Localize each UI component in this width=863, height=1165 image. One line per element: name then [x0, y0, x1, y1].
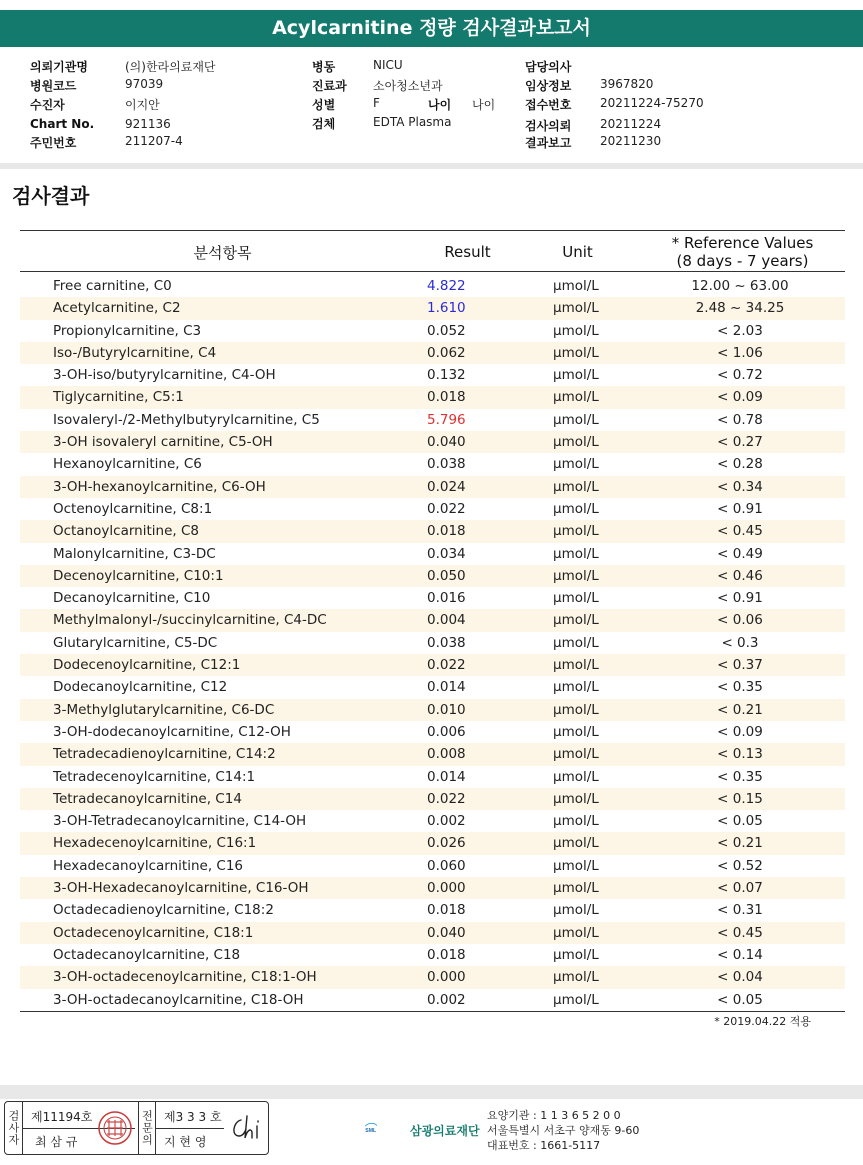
reference-value: < 0.46	[717, 567, 763, 584]
unit-value: μmol/L	[553, 813, 599, 830]
table-row	[20, 520, 845, 542]
results-table	[20, 230, 845, 1012]
reference-value: < 0.91	[717, 590, 763, 607]
svg-text:SML: SML	[365, 1127, 377, 1134]
inspector-name: 최 삼 규	[35, 1135, 78, 1149]
unit-value: μmol/L	[553, 835, 599, 852]
info-value: 나이	[472, 98, 496, 112]
result-value: 5.796	[427, 411, 466, 428]
table-row	[20, 275, 845, 297]
unit-value: μmol/L	[553, 434, 599, 451]
result-value: 0.018	[427, 389, 466, 406]
unit-value: μmol/L	[553, 880, 599, 897]
analyte-name: Decanoylcarnitine, C10	[53, 590, 211, 607]
unit-value: μmol/L	[553, 545, 599, 562]
unit-value: μmol/L	[553, 367, 599, 384]
header-reference-line1: * Reference Values	[671, 234, 814, 252]
reference-value: < 0.45	[717, 924, 763, 941]
info-label: 검체	[312, 117, 336, 131]
result-value: 4.822	[427, 278, 466, 294]
table-row	[20, 766, 845, 788]
info-value: 20211224-75270	[600, 96, 704, 110]
result-value: 0.060	[427, 857, 466, 874]
analyte-name: 3-OH-hexanoylcarnitine, C6-OH	[53, 478, 266, 495]
analyte-name: Iso-/Butyrylcarnitine, C4	[53, 344, 217, 361]
care-number: 요양기관 : 1 1 3 6 5 2 0 0	[487, 1109, 621, 1122]
analyte-name: Octadecadienoylcarnitine, C18:2	[53, 902, 274, 919]
info-label: 의뢰기관명	[30, 60, 88, 74]
table-row	[20, 944, 845, 966]
sig-divider	[156, 1128, 224, 1129]
table-row	[20, 498, 845, 520]
unit-value: μmol/L	[553, 701, 599, 718]
result-value: 0.010	[427, 701, 466, 718]
result-value: 0.038	[427, 634, 466, 651]
header-unit: Unit	[562, 243, 593, 261]
table-row	[20, 899, 845, 921]
analyte-name: Hexanoylcarnitine, C6	[53, 456, 202, 473]
result-value: 0.052	[427, 322, 466, 339]
header-result: Result	[444, 243, 491, 261]
result-value: 0.008	[427, 746, 466, 763]
table-row	[20, 855, 845, 877]
table-row	[20, 654, 845, 676]
analyte-name: Glutarylcarnitine, C5-DC	[53, 634, 218, 651]
reference-value: < 0.09	[717, 389, 763, 406]
info-value: EDTA Plasma	[373, 115, 452, 129]
analyte-name: 3-OH-Tetradecanoylcarnitine, C14-OH	[53, 813, 307, 830]
table-row	[20, 386, 845, 408]
analyte-name: Tetradecanoylcarnitine, C14	[53, 790, 242, 807]
result-value: 0.026	[427, 835, 466, 852]
table-row	[20, 476, 845, 498]
unit-value: μmol/L	[553, 456, 599, 473]
header-reference-line2: (8 days - 7 years)	[676, 252, 809, 270]
unit-value: μmol/L	[553, 768, 599, 785]
reference-value: < 0.31	[717, 902, 763, 919]
reference-value: < 2.03	[717, 322, 763, 339]
unit-value: μmol/L	[553, 567, 599, 584]
analyte-name: Octadecenoylcarnitine, C18:1	[53, 924, 254, 941]
reference-value: < 0.49	[717, 545, 763, 562]
table-row	[20, 832, 845, 854]
analyte-name: Tetradecenoylcarnitine, C14:1	[53, 768, 256, 785]
unit-value: μmol/L	[553, 523, 599, 540]
result-value: 1.610	[427, 300, 466, 317]
unit-value: μmol/L	[553, 634, 599, 651]
result-value: 0.002	[427, 813, 466, 830]
info-value: 20211224	[600, 117, 662, 131]
unit-value: μmol/L	[553, 857, 599, 874]
seal-icon	[97, 1110, 133, 1146]
info-label: 나이	[428, 98, 452, 112]
analyte-name: Octadecanoylcarnitine, C18	[53, 946, 241, 963]
reference-value: < 0.34	[717, 478, 763, 495]
info-value: 211207-4	[125, 134, 183, 148]
organization-name: 삼광의료재단	[410, 1124, 480, 1138]
specialist-label-text: 전문의	[140, 1110, 154, 1146]
analyte-name: 3-OH-Hexadecanoylcarnitine, C16-OH	[53, 880, 309, 897]
header-divider	[0, 163, 863, 169]
analyte-name: 3-Methylglutarylcarnitine, C6-DC	[53, 701, 275, 718]
reference-value: < 0.35	[717, 679, 763, 696]
table-row	[20, 721, 845, 743]
analyte-name: Propionylcarnitine, C3	[53, 322, 202, 339]
reference-value: < 0.14	[717, 946, 763, 963]
result-value: 0.002	[427, 991, 466, 1008]
analyte-name: 3-OH-iso/butyrylcarnitine, C4-OH	[53, 367, 276, 384]
unit-value: μmol/L	[553, 344, 599, 361]
table-row	[20, 320, 845, 342]
table-row	[20, 922, 845, 944]
analyte-name: Acetylcarnitine, C2	[53, 300, 181, 317]
reference-value: 12.00 ~ 63.00	[691, 278, 789, 294]
table-row	[20, 409, 845, 431]
table-row	[20, 676, 845, 698]
result-value: 0.014	[427, 768, 466, 785]
inspector-no: 제11194호	[31, 1110, 93, 1124]
sml-logo-icon	[364, 1108, 410, 1148]
info-value: 20211230	[600, 134, 662, 148]
info-value: 이지안	[125, 98, 160, 112]
unit-value: μmol/L	[553, 278, 599, 294]
inspector-label	[5, 1102, 23, 1154]
footnote: * 2019.04.22 적용	[714, 1015, 811, 1028]
unit-value: μmol/L	[553, 657, 599, 674]
analyte-name: 3-OH-octadecenoylcarnitine, C18:1-OH	[53, 969, 317, 986]
info-label: 성별	[312, 98, 336, 112]
info-label: Chart No.	[30, 117, 95, 131]
table-row	[20, 453, 845, 475]
analyte-name: Hexadecenoylcarnitine, C16:1	[53, 835, 257, 852]
result-value: 0.038	[427, 456, 466, 473]
reference-value: 2.48 ~ 34.25	[695, 300, 785, 317]
table-row	[20, 810, 845, 832]
specialist-no: 제3 3 3 호	[164, 1110, 222, 1124]
reference-value: < 0.05	[717, 813, 763, 830]
reference-value: < 0.04	[717, 969, 763, 986]
result-value: 0.018	[427, 523, 466, 540]
reference-value: < 0.05	[717, 991, 763, 1008]
unit-value: μmol/L	[553, 991, 599, 1008]
info-label: 수진자	[30, 98, 65, 112]
unit-value: μmol/L	[553, 300, 599, 317]
analyte-name: Decenoylcarnitine, C10:1	[53, 567, 224, 584]
reference-value: < 0.91	[717, 500, 763, 517]
table-row	[20, 632, 845, 654]
analyte-name: Malonylcarnitine, C3-DC	[53, 545, 216, 562]
result-value: 0.018	[427, 902, 466, 919]
reference-value: < 0.06	[717, 612, 763, 629]
result-value: 0.022	[427, 500, 466, 517]
reference-value: < 0.45	[717, 523, 763, 540]
reference-value: < 0.78	[717, 411, 763, 428]
analyte-name: Octanoylcarnitine, C8	[53, 523, 199, 540]
table-row	[20, 565, 845, 587]
unit-value: μmol/L	[553, 723, 599, 740]
header-reference	[640, 231, 845, 273]
reference-value: < 0.35	[717, 768, 763, 785]
info-value: (의)한라의료재단	[125, 60, 216, 74]
analyte-name: Isovaleryl-/2-Methylbutyrylcarnitine, C5	[53, 411, 320, 428]
result-value: 0.050	[427, 567, 466, 584]
result-value: 0.062	[427, 344, 466, 361]
table-row	[20, 989, 845, 1011]
unit-value: μmol/L	[553, 500, 599, 517]
phone: 대표번호 : 1661-5117	[487, 1139, 601, 1152]
analyte-name: Tiglycarnitine, C5:1	[53, 389, 184, 406]
result-value: 0.022	[427, 657, 466, 674]
info-value: 소아청소년과	[373, 79, 443, 93]
organization-info	[487, 1108, 639, 1153]
analyte-name: Dodecanoylcarnitine, C12	[53, 679, 228, 696]
reference-value: < 0.52	[717, 857, 763, 874]
result-value: 0.040	[427, 924, 466, 941]
analyte-name: 3-OH-octadecanoylcarnitine, C18-OH	[53, 991, 304, 1008]
result-value: 0.000	[427, 880, 466, 897]
table-row	[20, 699, 845, 721]
info-label: 담당의사	[525, 60, 572, 74]
result-value: 0.034	[427, 545, 466, 562]
info-value: 3967820	[600, 77, 654, 91]
reference-value: < 0.27	[717, 434, 763, 451]
result-value: 0.016	[427, 590, 466, 607]
table-header	[20, 230, 845, 272]
unit-value: μmol/L	[553, 612, 599, 629]
table-row	[20, 297, 845, 319]
analyte-name: 3-OH-dodecanoylcarnitine, C12-OH	[53, 723, 291, 740]
unit-value: μmol/L	[553, 411, 599, 428]
reference-value: < 0.37	[717, 657, 763, 674]
specialist-name: 지 현 영	[164, 1135, 207, 1149]
result-value: 0.132	[427, 367, 466, 384]
info-label: 접수번호	[525, 98, 572, 112]
table-row	[20, 364, 845, 386]
table-row	[20, 342, 845, 364]
address: 서울특별시 서초구 양재동 9-60	[487, 1124, 640, 1137]
unit-value: μmol/L	[553, 969, 599, 986]
info-value: 921136	[125, 117, 171, 131]
info-label: 병원코드	[30, 79, 77, 93]
info-label: 진료과	[312, 79, 347, 93]
result-value: 0.022	[427, 790, 466, 807]
info-label: 병동	[312, 60, 336, 74]
analyte-name: Octenoylcarnitine, C8:1	[53, 500, 213, 517]
result-value: 0.000	[427, 969, 466, 986]
reference-value: < 0.3	[721, 634, 759, 651]
reference-value: < 0.21	[717, 701, 763, 718]
analyte-name: Dodecenoylcarnitine, C12:1	[53, 657, 241, 674]
result-value: 0.018	[427, 946, 466, 963]
unit-value: μmol/L	[553, 322, 599, 339]
header-name: 분석항목	[193, 243, 252, 262]
unit-value: μmol/L	[553, 746, 599, 763]
reference-value: < 0.13	[717, 746, 763, 763]
table-row	[20, 743, 845, 765]
reference-value: < 1.06	[717, 344, 763, 361]
inspector-label-text: 검사자	[7, 1110, 20, 1146]
info-value: 97039	[125, 77, 164, 91]
table-row	[20, 877, 845, 899]
analyte-name: Hexadecanoylcarnitine, C16	[53, 857, 244, 874]
reference-value: < 0.09	[717, 723, 763, 740]
table-row	[20, 609, 845, 631]
unit-value: μmol/L	[553, 679, 599, 696]
table-row	[20, 966, 845, 988]
unit-value: μmol/L	[553, 389, 599, 406]
signature-icon	[227, 1112, 267, 1144]
reference-value: < 0.21	[717, 835, 763, 852]
reference-value: < 0.72	[717, 367, 763, 384]
analyte-name: Tetradecadienoylcarnitine, C14:2	[53, 746, 276, 763]
info-label: 임상정보	[525, 79, 572, 93]
signature-box	[4, 1101, 269, 1155]
result-value: 0.014	[427, 679, 466, 696]
unit-value: μmol/L	[553, 478, 599, 495]
table-row	[20, 543, 845, 565]
report-title: Acylcarnitine 정량 검사결과보고서	[0, 10, 863, 47]
unit-value: μmol/L	[553, 902, 599, 919]
patient-info	[0, 55, 863, 163]
result-value: 0.006	[427, 723, 466, 740]
unit-value: μmol/L	[553, 590, 599, 607]
result-value: 0.024	[427, 478, 466, 495]
info-value: NICU	[373, 58, 403, 72]
footer-band	[0, 1085, 863, 1099]
result-value: 0.040	[427, 434, 466, 451]
table-row	[20, 788, 845, 810]
table-row	[20, 431, 845, 453]
info-label: 검사의뢰	[525, 119, 572, 133]
reference-value: < 0.07	[717, 880, 763, 897]
specialist-label	[138, 1102, 156, 1154]
info-label: 결과보고	[525, 136, 572, 150]
reference-value: < 0.15	[717, 790, 763, 807]
analyte-name: Methylmalonyl-/succinylcarnitine, C4-DC	[53, 612, 327, 629]
info-value: F	[373, 96, 380, 110]
table-row	[20, 587, 845, 609]
unit-value: μmol/L	[553, 924, 599, 941]
analyte-name: Free carnitine, C0	[53, 278, 172, 294]
info-label: 주민번호	[30, 136, 77, 150]
reference-value: < 0.28	[717, 456, 763, 473]
unit-value: μmol/L	[553, 790, 599, 807]
table-body	[20, 275, 845, 1011]
result-value: 0.004	[427, 612, 466, 629]
table-bottom-rule	[20, 1011, 845, 1012]
section-title: 검사결과	[12, 184, 90, 208]
unit-value: μmol/L	[553, 946, 599, 963]
analyte-name: 3-OH isovaleryl carnitine, C5-OH	[53, 434, 273, 451]
